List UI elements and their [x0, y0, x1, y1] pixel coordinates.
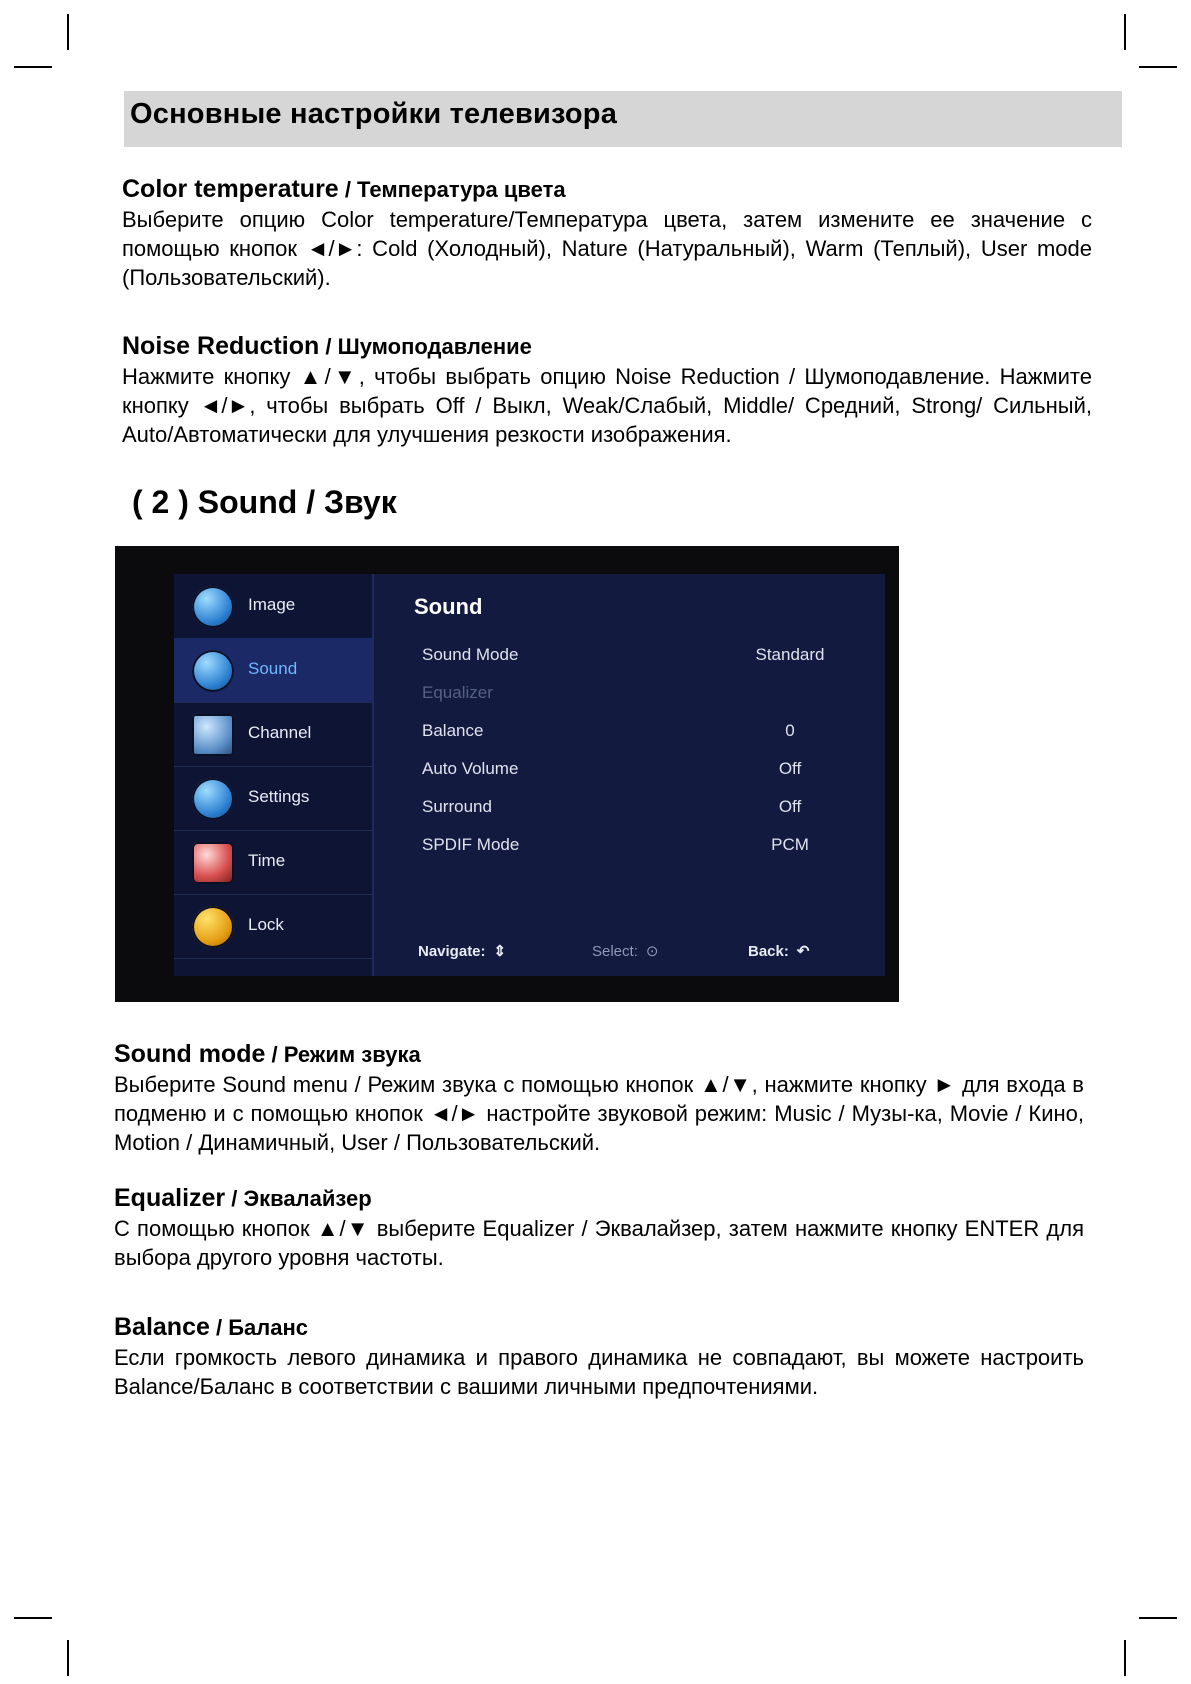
menu-row-label: Equalizer	[422, 683, 493, 702]
crop-mark	[1139, 66, 1177, 68]
tv-sound-panel	[374, 574, 885, 976]
menu-row-label: Sound Mode	[422, 645, 519, 664]
heading-ru: / Шумоподавление	[319, 334, 532, 359]
menu-row-value: Off	[778, 797, 802, 816]
section-equalizer	[114, 1183, 1084, 1272]
menu-row-value: Standard	[755, 645, 825, 664]
footer-back-label: Back:	[748, 943, 789, 960]
menu-row-label: Balance	[422, 721, 484, 740]
menu-row-balance[interactable]	[422, 721, 822, 751]
heading-en: Sound mode	[114, 1040, 266, 1068]
crop-mark	[1139, 1617, 1177, 1619]
image-icon	[192, 586, 234, 628]
crop-mark	[1124, 1640, 1126, 1676]
footer-select-label: Select:	[592, 943, 638, 960]
sidebar-item-channel[interactable]	[174, 702, 372, 767]
heading-ru: / Баланс	[209, 1315, 309, 1340]
sidebar-item-time[interactable]	[174, 830, 372, 895]
sidebar-item-label: Image	[248, 595, 296, 614]
updown-arrows-icon: ⇕	[493, 943, 507, 960]
section-body: Выберите опцию Color temperature/Температура цвета, затем измените ее значение с помощью кнопок ◄/►: Cold (Холодный), Nature (Натуральный), Warm (Теплый), User mode (Пользовательский).	[122, 207, 1092, 290]
section-noise-reduction	[122, 331, 1092, 449]
section-heading	[114, 1183, 1084, 1214]
ok-button-icon: ⊙	[645, 943, 659, 960]
section-heading	[114, 1039, 1084, 1070]
heading-ru: / Режим звука	[265, 1042, 421, 1067]
section-heading	[122, 331, 1092, 362]
sidebar-item-settings[interactable]	[174, 766, 372, 831]
menu-row-surround[interactable]	[422, 797, 822, 827]
crop-mark	[1124, 14, 1126, 50]
crop-mark	[14, 1617, 52, 1619]
footer-navigate	[418, 942, 506, 960]
section-body: Нажмите кнопку ▲/▼, чтобы выбрать опцию Noise Reduction / Шумоподавление. Нажмите кнопку ◄/►, чтобы выбрать Off / Выкл, Weak/Слабый, Middle/ Средний, Strong/ Сильный, Auto/Автоматически для улучшения резкости изображения.	[122, 364, 1092, 447]
section-heading	[114, 1312, 1084, 1343]
sidebar-item-image[interactable]	[174, 574, 372, 639]
footer-select	[592, 942, 658, 960]
sidebar-item-label: Sound	[248, 659, 298, 678]
section-heading	[122, 174, 1092, 205]
menu-row-value: 0	[785, 721, 795, 740]
section-sound-mode	[114, 1039, 1084, 1157]
heading-en: Color temperature	[122, 175, 339, 203]
alarm-clock-icon	[192, 842, 234, 884]
heading-ru: / Температура цвета	[338, 177, 566, 202]
crop-mark	[67, 1640, 69, 1676]
subsection-heading: ( 2 ) Sound / Звук	[132, 484, 397, 520]
satellite-dish-icon	[192, 714, 234, 756]
section-balance	[114, 1312, 1084, 1401]
menu-row-label: SPDIF Mode	[422, 835, 520, 854]
page-title: Основные настройки телевизора	[130, 98, 618, 130]
music-note-icon	[192, 650, 234, 692]
heading-en: Equalizer	[114, 1184, 226, 1212]
footer-navigate-label: Navigate:	[418, 943, 486, 960]
heading-en: Balance	[114, 1313, 210, 1341]
menu-row-label: Surround	[422, 797, 492, 816]
sidebar-item-label: Time	[248, 851, 286, 870]
settings-icon	[192, 778, 234, 820]
sidebar-item-sound[interactable]	[174, 638, 372, 703]
tv-sidebar	[174, 574, 374, 976]
section-body: С помощью кнопок ▲/▼ выберите Equalizer / Эквалайзер, затем нажмите кнопку ENTER для выбора другого уровня частоты.	[114, 1216, 1084, 1270]
sidebar-item-lock[interactable]	[174, 894, 372, 959]
menu-row-sound-mode[interactable]	[422, 645, 825, 675]
footer-back	[748, 942, 809, 960]
tv-menu-screenshot	[115, 546, 899, 1002]
heading-ru: / Эквалайзер	[225, 1186, 372, 1211]
crop-mark	[67, 14, 69, 50]
sidebar-item-label: Lock	[248, 915, 284, 934]
menu-row-auto-volume[interactable]	[422, 759, 822, 789]
crop-mark	[14, 66, 52, 68]
section-body: Выберите Sound menu / Режим звука с помощью кнопок ▲/▼, нажмите кнопку ► для входа в подменю и с помощью кнопок ◄/► настройте звуковой режим: Music / Музы-ка, Movie / Кино, Motion / Динамичный, User / Пользовательский.	[114, 1072, 1084, 1155]
tv-menu-panel	[174, 574, 885, 976]
heading-en: Noise Reduction	[122, 332, 320, 360]
menu-row-value: Off	[778, 759, 802, 778]
section-color-temperature	[122, 174, 1092, 292]
back-arrow-icon: ↶	[796, 943, 810, 960]
menu-row-spdif-mode[interactable]	[422, 835, 822, 865]
menu-row-label: Auto Volume	[422, 759, 519, 778]
padlock-icon	[192, 906, 234, 948]
sidebar-item-label: Channel	[248, 723, 312, 742]
menu-row-value: PCM	[771, 835, 809, 854]
section-body: Если громкость левого динамика и правого динамика не совпадают, вы можете настроить Balance/Баланс в соответствии с вашими личными предпочтениями.	[114, 1345, 1084, 1399]
sidebar-item-label: Settings	[248, 787, 310, 806]
page-title-banner	[124, 91, 1122, 147]
menu-row-equalizer	[422, 683, 822, 713]
panel-title: Sound	[414, 594, 483, 619]
